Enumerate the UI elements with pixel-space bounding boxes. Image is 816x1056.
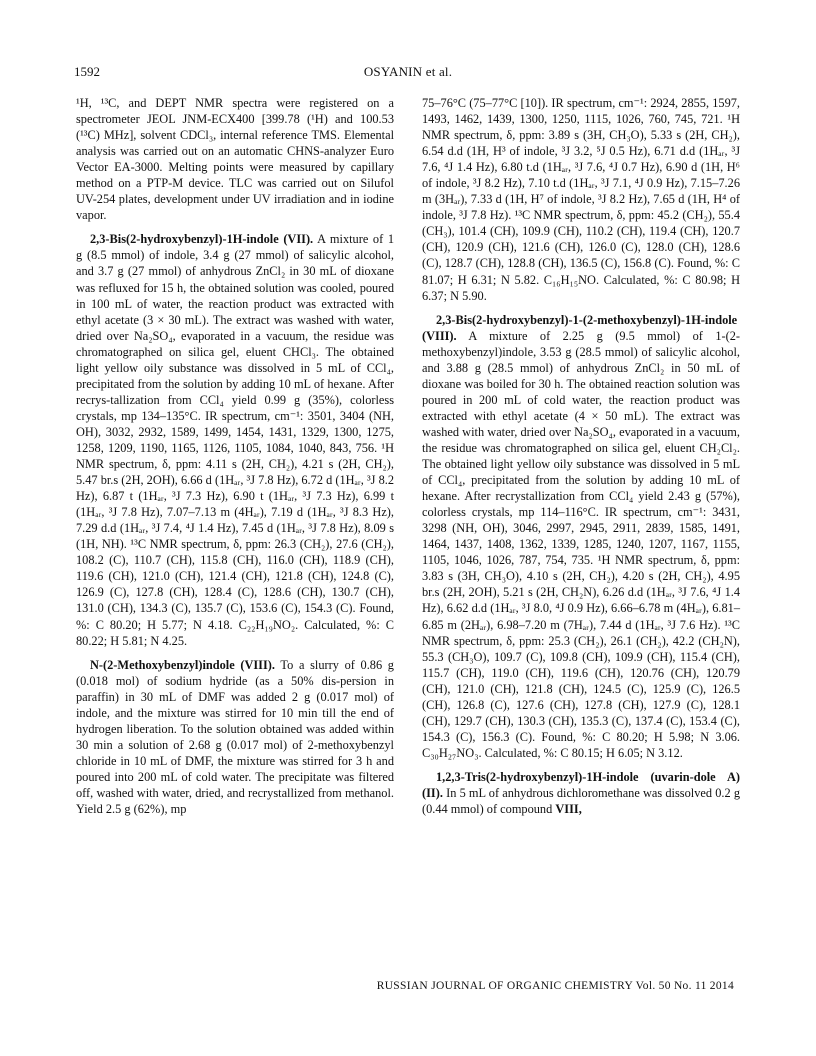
- compound-vii-body: A mixture of 1 g (8.5 mmol) of indole, 3.4 g (27 mmol) of salicylic alcohol, and 3.7 g (27 mmol) of anhydrous ZnCl₂ in 30 mL of dioxane was refluxed for 15 h, the obtained solution was cooled, poured in 100 mL of water, the reaction product was extracted with ethyl acetate (3 × 30 mL). The extract was washed with water, dried over Na₂SO₄, evaporated in a vacuum, the residue was chromatographed on silica gel, eluent CHCl₃. The obtained light yellow oily substance was dissolved in 5 mL of CCl₄, precipitated from the solution by adding 10 mL of hexane. After recrys-tallization from CCl₄ yield 0.99 g (35%), colorless crystals, mp 134–135°C. IR spectrum, cm⁻¹: 3501, 3404 (NH, OH), 3032, 2932, 1589, 1499, 1454, 1431, 1329, 1300, 1275, 1258, 1209, 1190, 1165, 1126, 1105, 1084, 1040, 843, 756. ¹H NMR spectrum, δ, ppm: 4.11 s (2H, CH₂), 4.21 s (2H, CH₂), 5.47 br.s (2H, 2OH), 6.66 d (1Hₐᵣ, ³J 7.8 Hz), 6.72 d (1Hₐᵣ, ³J 8.2 Hz), 6.87 t (1Hₐᵣ, ³J 7.3 Hz), 6.90 t (1Hₐᵣ, ³J 7.3 Hz), 6.99 t (1Hₐᵣ, ³J 7.8 Hz), 7.07–7.13 m (4Hₐᵣ), 7.19 d (1Hₐᵣ, ³J 8.3 Hz), 7.29 d.d (1Hₐᵣ, ³J 7.4, ⁴J 1.4 Hz), 7.45 d (1Hₐᵣ, ³J 7.8 Hz), 8.09 s (1H, NH). ¹³C NMR spectrum, δ, ppm: 26.3 (CH₂), 27.6 (CH₂), 108.2 (C), 110.7 (CH), 115.8 (CH), 116.0 (CH), 118.9 (CH), 119.6 (CH), 121.0 (CH), 121.4 (CH), 121.8 (CH), 124.8 (C), 126.9 (C), 127.8 (CH), 128.4 (C), 128.6 (CH), 130.7 (CH), 131.0 (CH), 134.3 (C), 135.7 (C), 153.6 (C), 154.3 (C). Found, %: C 80.20; H 5.77; N 4.18. C₂₂H₁₉NO₂. Calculated, %: C 80.22; H 5.81; N 4.25.: [76, 232, 394, 648]
- compound-viii-body: To a slurry of 0.86 g (0.018 mol) of sodium hydride (as a 50% dis-persion in paraffin) in 30 mL of DMF was added 2 g (0.017 mol) of indole, and the mixture was stirred for 10 min till the end of hydrogen liberation. To the solution obtained was added within 30 min a solution of 2.68 g (0.017 mol) of 2-methoxybenzyl chloride in 10 mL of DMF, the mixture was stirred for 3 h and poured into 200 mL of cold water. The precipitate was filtered off, washed with water, dried, and recrystallized from methanol. Yield 2.5 g (62%), mp: [76, 657, 394, 817]
- uvarindole-body: In 5 mL of anhydrous dichloromethane was dissolved 0.2 g (0.44 mmol) of compound: [422, 785, 740, 817]
- uvarindole-compound-ref: VIII,: [555, 802, 582, 817]
- left-column: [76, 95, 394, 817]
- running-head: OSYANIN et al.: [363, 64, 453, 79]
- uvarindole-title: 1,2,3-Tris(2-hydroxybenzyl)-1H-indole (uvarin-dole A) (II).: [422, 769, 740, 800]
- uvarindole-paragraph: [422, 769, 740, 817]
- compound-bis-title: 2,3-Bis(2-hydroxybenzyl)-1-(2-methoxybenzyl)-1H-indole (VIII).: [422, 312, 738, 343]
- compound-viii-continued-paragraph: 75–76°C (75–77°C [10]). IR spectrum, cm⁻¹: 2924, 2855, 1597, 1493, 1462, 1439, 1300, 1250, 1115, 1026, 760, 745, 721. ¹H NMR spectrum, δ, ppm: 3.89 s (3H, CH₃O), 5.33 s (2H, CH₂), 6.54 d.d (1H, H³ of indole, ³J 3.2, ⁵J 0.5 Hz), 6.71 d.d (1Hₐᵣ, ³J 7.6, ⁴J 1.4 Hz), 6.80 t.d (1Hₐᵣ, ³J 7.6, ⁴J 0.7 Hz), 6.90 d (1H, H⁶ of indole, ³J 8.2 Hz), 7.10 t.d (1Hₐᵣ, ³J 7.1, ⁴J 0.9 Hz), 7.15–7.26 m (3Hₐᵣ), 7.33 d (1H, H⁷ of indole, ³J 8.2 Hz), 7.65 d (1H, H⁴ of indole, ³J 7.8 Hz). ¹³C NMR spectrum, δ, ppm: 45.2 (CH₂), 55.4 (CH₃), 101.4 (CH), 109.9 (CH), 110.2 (CH), 119.4 (CH), 120.7 (CH), 120.9 (CH), 121.6 (CH), 126.0 (C), 128.0 (CH), 128.6 (C), 128.7 (CH), 128.8 (CH), 136.5 (C), 156.8 (C). Found, %: C 81.07; H 6.31; N 5.82. C₁₆H₁₅NO. Calculated, %: C 80.98; H 6.37; N 5.90.: [422, 96, 740, 303]
- right-column: [422, 95, 740, 817]
- journal-footer: RUSSIAN JOURNAL OF ORGANIC CHEMISTRY Vol. 50 No. 11 2014: [376, 980, 734, 992]
- compound-vii-title: 2,3-Bis(2-hydroxybenzyl)-1H-indole (VII).: [90, 232, 314, 247]
- compound-viii-paragraph: [76, 657, 394, 817]
- compound-viii-title: N-(2-Methoxybenzyl)indole (VIII).: [90, 657, 275, 672]
- page-number: 1592: [74, 64, 100, 79]
- compound-bis-paragraph: [422, 312, 740, 761]
- compound-vii-paragraph: [76, 231, 394, 648]
- compound-bis-body: A mixture of 2.25 g (9.5 mmol) of 1-(2-methoxybenzyl)indole, 3.53 g (28.5 mmol) of salicylic alcohol, and 3.88 g (28.5 mmol) of anhydrous ZnCl₂ in 50 mL of dioxane was boiled for 30 h. The obtained reaction solution was poured in 200 mL of cold water, the reaction product was extracted with ethyl acetate (4 × 50 mL). The extract was washed with water, dried over Na₂SO₄, evaporated in a vacuum, the residue was chromatographed on silica gel, eluent CH₂Cl₂. The obtained light yellow oily substance was dissolved in 5 mL of CCl₄, precipitated from the solution by adding 10 mL of hexane. After recrystallization from CCl₄ yield 2.43 g (57%), colorless crystals, mp 114–116°C. IR spectrum, cm⁻¹: 3431, 3298 (NH, OH), 3046, 2997, 2945, 2911, 2839, 1585, 1491, 1464, 1437, 1408, 1362, 1339, 1285, 1240, 1207, 1167, 1155, 1105, 1046, 1026, 787, 754, 735. ¹H NMR spectrum, δ, ppm: 3.83 s (3H, CH₃O), 4.10 s (2H, CH₂), 4.20 s (2H, CH₂), 4.95 br.s (2H, 2OH), 5.21 s (2H, CH₂N), 6.26 d.d (1Hₐᵣ, ³J 7.6, ⁴J 1.4 Hz), 6.62 d.d (1Hₐᵣ, ³J 8.0, ⁴J 0.9 Hz), 6.66–6.78 m (4Hₐᵣ), 6.81–6.85 m (2Hₐᵣ), 6.98–7.20 m (7Hₐᵣ), 7.44 d (1Hₐᵣ, ³J 7.6 Hz). ¹³C NMR spectrum, δ, ppm: 25.3 (CH₂), 26.1 (CH₂), 42.2 (CH₂N), 55.3 (CH₃O), 109.7 (C), 109.8 (CH), 109.9 (CH), 115.4 (CH), 115.7 (CH), 119.0 (CH), 119.6 (CH), 120.76 (CH), 120.79 (CH), 121.0 (CH), 121.8 (CH), 124.5 (C), 125.9 (C), 126.5 (CH), 126.8 (C), 127.6 (CH), 127.8 (CH), 127.9 (C), 128.1 (CH), 129.7 (CH), 130.3 (CH), 135.3 (C), 137.4 (C), 153.4 (C), 154.3 (C), 156.3 (C). Found, %: C 80.20; H 5.98; N 3.06. C₃₀H₂₇NO₃. Calculated, %: C 80.15; H 6.05; N 3.12.: [422, 328, 740, 760]
- methods-paragraph: ¹H, ¹³C, and DEPT NMR spectra were registered on a spectrometer JEOL JNM-ECX400 [399.78 (¹H) and 100.53 (¹³C) MHz], solvent CDCl₃, internal reference TMS. Elemental analysis was carried out on an automatic CHNS-analyzer Euro Vector EA-3000. Melting points were measured by capillary method on a PTP-M device. TLC was carried out on Silufol UV-254 plates, development under UV irradiation and in iodine vapor.: [76, 96, 394, 223]
